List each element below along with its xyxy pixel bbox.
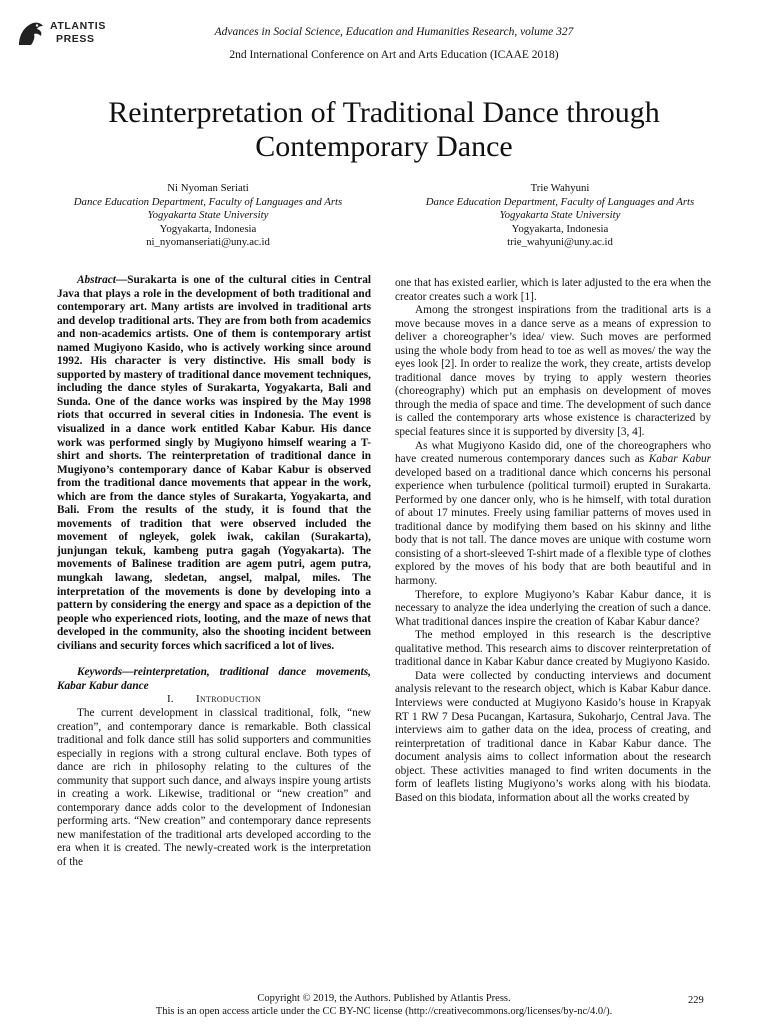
copyright-notice: Copyright © 2019, the Authors. Published by Atlantis Press. xyxy=(257,993,511,1004)
paragraph-data-collection: Data were collected by conducting interviews and document analysis relevant to the research object, which is Kabar Kabur dance. Interviews were conducted at Mugiyono Kasido’s house in Krapyak RT 1 RW 7 Desa Pucangan, Kartasura, Sukoharjo, Central Java. The interviews aim to gather data on the idea, process of creating, and reinterpretation of traditional dance in Kabar Kabur dance. The document analysis aims to collect information about the research object. These activities managed to find writen documents in the form of leaflets listing Mugiyono’s works along with his biodata. Based on this biodata, information about all the works created by xyxy=(395,669,711,804)
right-column xyxy=(395,277,711,805)
author-block-1 xyxy=(38,182,378,250)
title-line-1: Reinterpretation of Traditional Dance through xyxy=(108,96,660,129)
left-column xyxy=(57,274,371,870)
abstract-text: —Surakarta is one of the cultural cities in Central Java that plays a role in the development of both traditional and contemporary art. Many artists are involved in traditional arts and develop traditional arts. They are from both from academics and non-academics artists. One of them is contemporary artist named Mugiyono Kasido, who is actively working since around 1992. His character is very distinctive. His small body is supported by mastery of traditional dance movement techniques, including the dance styles of Surakarta, Yogyakarta, Bali and Sunda. One of the dance works was inspired by the May 1998 riots that occurred in several cities in Indonesia. The event is visualized in a dance work entitled Kabar Kabur. His dance work was performed singly by Mugiyono himself wearing a T-shirt and shorts. The reinterpretation of traditional dance in Mugiyono’s contemporary dance of Kabar Kabur is observed from the traditional dance movements that appear in the work, which are from the dance styles of Surakarta, Yogyakarta, and Bali. From the results of the study, it is found that the movements of tradition that were observed included the movement of ngleyek, golek iwak, cakilan (Surakarta), junjungan tekuk, kambeng putra gagah (Yogyakarta). The movements of Balinese tradition are agem putri, agem putra, mungkah lawang, sledetan, angsel, malpal, miles. The interpretation of the movements is done by developing into a pattern by considering the energy and space as a depiction of the people who experienced riots, looting, and the maze of news that developed in the community, also the shooting incident between civilians and security forces which sacrificed a lot of lives. xyxy=(57,274,371,652)
section-heading xyxy=(57,693,371,707)
paragraph-method: The method employed in this research is the descriptive qualitative method. This research aims to discover reinterpretation of traditional dance in Kabar Kabur dance created by Mugiyono Kasido. xyxy=(395,629,711,669)
conference-header: 2nd International Conference on Art and Arts Education (ICAAE 2018) xyxy=(229,49,559,61)
intro-paragraph: The current development in classical traditional, folk, “new creation”, and contemporary dance is remarkable. Both classical traditional and folk dance still has solid supporters and communities especially in regions with a strong cultural enclave. Both types of dance are rich in philosophy relating to the cultures of the community that support such dance, and always inspire young artists in creating a work. Likewise, traditional or “new creation” and contemporary dance adds color to the development of Indonesian performing arts. “New creation” and contemporary dance represents new manifestation of the traditional arts developed according to the era when it is created. The newly-created work is the interpretation of the xyxy=(57,706,371,868)
page-number: 229 xyxy=(688,995,704,1006)
work-title: Kabar Kabur xyxy=(648,453,712,466)
license-notice: This is an open access article under the CC BY-NC license (http://creativecommons.org/licenses/by-nc/4.0/). xyxy=(155,1006,613,1017)
section-number: I. xyxy=(166,693,174,706)
paragraph-inspiration: Among the strongest inspirations from the traditional arts is a move because moves in a dance serve as a means of expression to deliver a choreographer’s idea/ view. Such moves are performed using the whole body from head to toe as well as moves/ the way the eyes look [2]. In order to realize the work, they create, artists develop traditional dance moves by trying to apply western theories (choreography) which put an emphasis on development of moves through the media of space and time. The development of such dance is called the contemporary arts whose existence is characterized by special features since it is supported by diversity [3, 4]. xyxy=(395,304,711,439)
paragraph-mugiyono xyxy=(395,440,711,589)
paragraph-continued: one that has existed earlier, which is later adjusted to the era when the creator creates such a work [1]. xyxy=(395,277,711,303)
author-department: Dance Education Department, Faculty of Languages and Arts xyxy=(73,195,343,208)
author-location: Yogyakarta, Indonesia xyxy=(511,222,609,235)
paper-title xyxy=(60,96,708,164)
paragraph-research-question: Therefore, to explore Mugiyono’s Kabar Kabur dance, it is necessary to analyze the idea underlying the creation of such a dance. What traditional dances inspire the creation of Kabar Kabur dance? xyxy=(395,588,711,628)
publisher-name-line2: PRESS xyxy=(56,33,95,45)
publisher-name-line1: ATLANTIS xyxy=(50,20,106,32)
paragraph-mugiyono-a: As what Mugiyono Kasido did, one of the choreographers who have created numerous contemporary dances such as xyxy=(395,439,711,466)
author-block-2 xyxy=(390,182,730,250)
author-name: Trie Wahyuni xyxy=(530,182,590,194)
abstract-label: Abstract xyxy=(77,274,116,286)
abstract xyxy=(57,274,371,653)
title-line-2: Contemporary Dance xyxy=(255,130,513,163)
author-location: Yogyakarta, Indonesia xyxy=(159,222,257,235)
author-name: Ni Nyoman Seriati xyxy=(167,182,249,194)
author-department: Dance Education Department, Faculty of Languages and Arts xyxy=(425,195,695,208)
author-university: Yogyakarta State University xyxy=(147,209,269,222)
paragraph-mugiyono-b: developed based on a traditional dance which concerns his personal experience when turbulence (political turmoil) erupted in Surakarta. Performed by one dancer only, who is he himself, with total duration of about 17 minutes. Freely using familiar patterns of moves used in traditional dance by modifying them based on his skinny and lithe body that is not tall. The dance moves are unique with costume worn consisting of a short-sleeved T-shirt made of a flexible type of clothes explored by the moves of his body that are both beautiful and in harmony. xyxy=(395,466,711,588)
keywords: Keywords—reinterpretation, traditional dance movements, Kabar Kabur dance xyxy=(57,666,371,692)
author-university: Yogyakarta State University xyxy=(499,209,621,222)
journal-header: Advances in Social Science, Education and Humanities Research, volume 327 xyxy=(214,26,574,38)
author-email[interactable]: trie_wahyuni@uny.ac.id xyxy=(507,236,613,249)
author-email[interactable]: ni_nyomanseriati@uny.ac.id xyxy=(146,236,270,249)
section-title: Introduction xyxy=(195,693,262,706)
